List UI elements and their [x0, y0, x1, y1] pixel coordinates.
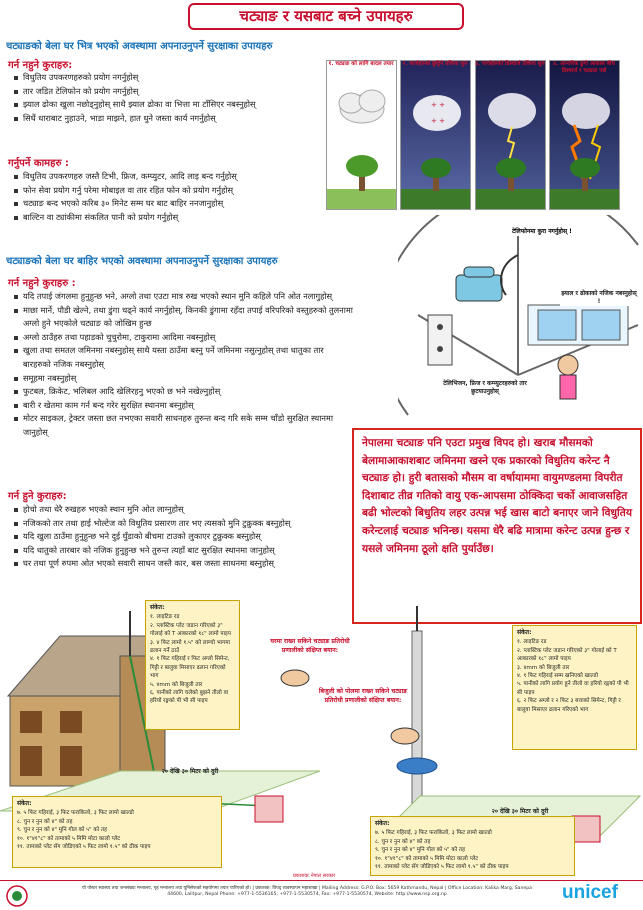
outdoor-donts-list — [14, 290, 354, 440]
house-base-legend-title: संकेत: — [17, 800, 32, 807]
house-legend-title: संकेत: — [150, 604, 165, 611]
indoor-donts-list — [14, 71, 344, 125]
legend-item: २. प्लास्टिक प्लेट जडान गरिएको ३" गोलाई को T आकारको १८" लामो पाइप — [150, 622, 231, 638]
legend-item: ७. ५ फिट गहिराई, ३ फिट फराकिलो, ३ फिट लामो खाल्डो — [17, 810, 134, 817]
stage-3-caption: ३. चार्जहरुको डिस्चार्ज प्रकिया शुरु — [475, 61, 545, 67]
legend-item: ५. ४mm को बिजुली तार — [150, 681, 203, 688]
house-legend — [145, 600, 240, 730]
stage-4-caption: ४. आन्तरिक ढुंगो आकाश बीच डिस्चार्ज र चट्याङ पर्छ — [553, 61, 615, 74]
legend-item: २. प्लास्टिक प्लेट जडान गरिएको ३" गोलाई को T आकारको १८" लामो पाइप — [517, 647, 617, 663]
list-item: होचो तथा धेरै रुखहरु भएको स्थान मुनि ओत लाग्नुहोस् — [14, 503, 354, 517]
legend-item: ८. चुन र नुन को ४" को तह — [17, 818, 73, 825]
lightning-illustration — [476, 61, 546, 210]
outdoor-donts-title: गर्न नहुने कुराहरु : — [8, 278, 76, 289]
storm-stage-1-panel — [326, 60, 397, 210]
stage-1-caption: १. चट्याङ को लागि बादल तयार — [328, 61, 394, 67]
storm-stage-2-panel — [400, 60, 471, 210]
indoor-heading: चट्याङको बेला घर भित्र भएको अवस्थामा अपनाउनुपर्ने सुरक्षाका उपायहरु — [6, 38, 346, 52]
legend-item: ४. १ फिट गहिराई सम्म खनिएको खाल्डो — [517, 673, 598, 680]
legend-item: ९. चुन र नुन को ४" मुनि गोल को ५" को तह — [375, 847, 466, 854]
house-distance-label: २० देखि ३० मिटर को दुरी — [161, 768, 219, 775]
house-base-legend — [12, 796, 222, 868]
legend-item: ११. तामाको प्लेट सँग जोडिएको ५ फिट लामो १.५" को ठीक पाइप — [375, 864, 509, 871]
list-item: झ्याल ढोका खुला नछोड्नुहोस् साथै झ्याल ढोका वा भित्ता मा टाँसिएर नबस्नुहोस् — [14, 98, 344, 112]
government-emblem-icon — [6, 885, 28, 907]
outdoor-dos-list — [14, 503, 354, 571]
list-item: मोटर साइकल, ट्रेक्टर जस्ता छत नभएका सवारी साधनहरु तुरुन्त बन्द गरि सके सम्म चाँडो सुरक्षित स्थानमा जानुहोस् — [14, 412, 354, 439]
list-item: विधुतिय उपकरणहरु जस्तै टिभी, फ्रिज, कम्प्युटर, आदि लाइ बन्द गर्नुहोस् — [14, 170, 344, 184]
indoor-donts-title: गर्न नहुने कुराहरु: — [8, 60, 73, 71]
storm-cloud-illustration — [401, 61, 471, 210]
legend-item: ८. चुन र नुन को ४" को तह — [375, 838, 431, 845]
pole-base-legend — [370, 816, 575, 876]
legend-item: १. लाइटिङ रड — [517, 639, 547, 646]
legend-item: ४. १ फिट गहिराई र फिट अग्लो सिमेन्ट, गिट्टी र बालुवा मिसाएर ढलान गरिएको भाग — [150, 656, 230, 680]
pole-distance-label: २० देखि ३० मिटर को दुरी — [491, 808, 549, 815]
storm-stage-4-panel — [549, 60, 620, 210]
list-item: यदि धातुको तारबार को नजिक हुनुहुन्छ भने तुरुन्त त्यहाँ बाट सुरक्षित स्थानमा जानुहोस् — [14, 544, 354, 558]
pole-system-caption: बिजुली को पोलमा राख्न सकिने चट्याङ प्रतिरोधी प्रणालीको संक्षिप्त बयान: — [318, 688, 408, 704]
pole-legend — [512, 625, 637, 750]
legend-item: ५. पानीको लागि प्रयोग हुने तीलो वा हरियो रङ्गको पी भी सी पाइप — [517, 681, 629, 696]
publisher-label: प्रकाशकः नेपाल सरकार — [290, 873, 338, 879]
stage-2-caption: २. चार्जहरुको छुट्टिने प्रकिया शुरु — [402, 61, 468, 67]
legend-item: ७. ५ फिट गहिराई, ३ फिट फराकिलो, ३ फिट लामो खाल्डो — [375, 830, 492, 837]
list-item: अग्लो ठाउँहरु तथा पहाडको चुचुरोमा, टाकुरामा आदिमा नबस्नुहोस् — [14, 331, 354, 345]
legend-item: १०. १"४१"८" को तामाको ५ मिमि मोटा कालो प्लेट — [17, 835, 121, 842]
list-item: तार जडित टेलिफोन को प्रयोग नगर्नुहोस् — [14, 85, 344, 99]
legend-item: ३. ४ फिट लामो १.५" को लाम्चो भागमा ढलान गर्ने ठाउँ — [150, 639, 231, 655]
svg-text:+ +: + + — [431, 117, 445, 125]
list-item: सिधैं धाराबाट नुहाउने, भाडा माझने, हात धुने जस्ता कार्य नगर्नुहोस् — [14, 112, 344, 126]
legend-item: १०. १"४१"८" को तामाको ५ मिमि मोटा कालो प्लेट — [375, 855, 479, 862]
list-item: नजिकको तार तथा हाई भोल्टेज को विधुतिय प्रसारण तार भए त्यसको मुनि टुक्रुक्क बस्नुहोस् — [14, 517, 354, 531]
list-item: विधुतिय उपकरणहरुको प्रयोग नगर्नुहोस् — [14, 71, 344, 85]
list-item: माछा मार्ने, पौडी खेल्ने, तथा डुंगा चढ्ने कार्य नगर्नुहोस्, किनकी डुंगामा रहँदा तपाई वरिपरिको वस्तुहरुको तुलनामा अग्लो हुने भएकोले चट्याङ को जोखिम हुन्छ — [14, 304, 354, 331]
list-item: फोन सेवा प्रयोग गर्नु परेमा मोबाइल वा तार रहित फोन को प्रयोग गर्नुहोस् — [14, 184, 344, 198]
list-item: बाल्टिन वा ट्यांकीमा संकलित पानी को प्रयोग गर्नुहोस् — [14, 211, 344, 225]
list-item: घर तथा पूर्ण रुपमा ओत भएको सवारी साधन जस्तै कार, बस जस्ता साधनमा बस्नुहोस् — [14, 557, 354, 571]
outdoor-heading: चट्याङको बेला घर बाहिर भएको अवस्थामा अपनाउनुपर्ने सुरक्षाका उपायहरु — [6, 253, 346, 267]
house-system-caption: घरमा राख्न सकिने चट्याङ प्रतिरोधी प्रणालीको संक्षिप्त बयान: — [270, 638, 350, 654]
window-warning-label: झ्याल र ढोकाको नजिक नबस्नुहोस् ! — [561, 290, 637, 305]
list-item: समूहमा नबस्नुहोस् — [14, 372, 354, 386]
legend-item: ११. तामाको प्लेट सँग जोडिएको ५ फिट लामो १.५" को ठीक पाइप — [17, 844, 151, 851]
list-item: खुला तथा समतल जमिनमा नबस्नुहोस् साथै यस्ता ठाउँमा बस्नु पर्ने जमिनमा नसुत्नुहोस् तथा धातुका तार बारहरुको नजिक नबस्नुहोस् — [14, 344, 354, 371]
svg-text:+ +: + + — [431, 101, 445, 109]
lightning-strike-illustration — [550, 61, 620, 210]
storm-stage-3-panel — [475, 60, 546, 210]
pole-base-legend-title: संकेत: — [375, 820, 390, 827]
footer-text: यो पोस्टर स्वास्थ्य तथा जनसंख्या मन्त्रालय, गृह मन्त्रालय तथा यूनिसेफको सहयोगमा तयार पारिएको हो। | प्रकाशक: विपद् व्यवस्थापन महाशाखा | Mailing Address: G.P.O. Box: 5659 Kathmandu, Nepal | Office Location: Kalika Marg, Sanepa 44600, Lalitpur, Nepal Phone: +977-1-5536165, +977-1-5530574, Fax: +977-1-5530574, Website: http://www.nsp.org.np — [82, 886, 532, 898]
cloud-tree-illustration — [327, 61, 397, 210]
lightning-definition-box: नेपालमा चट्याङ पनि एउटा प्रमुख विपद हो। खराब मौसमको बेलामाआकाशबाट जमिनमा खस्ने एक प्रकारको विधुतिय करेन्ट नै चट्याङ हो। हुरी बतासको मौसम वा वर्षायाममा वायुमण्डलमा विपरीत दिशाबाट तीव्र गतिको वायु एक-आपसमा ठोक्किदा चर्को आवाजसहित बढी भोल्टको बिधुतिय लहर उत्पन्न भई खास बाटो बनाएर जाने विधुतिय करेन्टलाई चट्याङ भनिन्छ। यसमा धेरै बढि मात्रामा करेन्ट उत्पन्न हुन्छ र यसले जमिनमा ठूलो क्षति पुर्याउँछ। — [352, 428, 642, 624]
indoor-dos-title: गर्नुपर्ने कामहरु : — [8, 158, 69, 169]
unicef-logo: unicef — [562, 882, 618, 903]
list-item: यदि तपाई जंगलमा हुनुहुन्छ भने, अग्लो तथा एउटा मात्र रुख भएको स्थान मुनि कहिले पनि ओत नलागुहोस् — [14, 290, 354, 304]
legend-item: ६. २ फिट अग्लो र २ फिट ३ बत्ताको सिमेन्ट, गिट्टी र बालुवा मिसाएर ढलान गरिएको भाग — [517, 698, 621, 713]
legend-item: १. लाइटिङ रड — [150, 614, 180, 621]
tv-warning-label: टेलिभिजन, फ्रिज र कम्प्युटरहरुको तार छुटयाउनुहोस् — [440, 380, 530, 396]
list-item: बारी र खेतमा काम गर्न बन्द गरेर सुरक्षित स्थानमा बस्नुहोस् — [14, 399, 354, 413]
footer — [0, 873, 643, 910]
pole-legend-title: संकेत: — [517, 629, 532, 636]
legend-item: ३. ४mm को बिजुली तार — [517, 664, 570, 671]
phone-warning-label: टेलिफोनमा कुरा नगर्नुहोस् ! — [482, 228, 602, 236]
indoor-dos-list — [14, 170, 344, 224]
list-item: फुटबल, क्रिकेट, भलिबल आदि खेलिरहनु भएको छ भने नखेल्नुहोस् — [14, 385, 354, 399]
legend-item: ९. चुन र नुन को ४" मुनि गोल को ५" को तह — [17, 827, 108, 834]
list-item: यदि खुला ठाउँमा हुनुहुन्छ भने दुई घुँडाको बीचमा टाउको लुकाएर टुक्रुक्क बस्नुहोस् — [14, 530, 354, 544]
outdoor-dos-title: गर्न हुने कुराहरु: — [8, 491, 67, 502]
list-item: चट्याङ बन्द भएको करिब ३० मिनेट सम्म घर बाट बाहिर ननजानुहोस् — [14, 197, 344, 211]
page-title: चट्याङ र यसबाट बच्ने उपायहरु — [188, 3, 464, 30]
legend-item: ६. पानीको लागि चलेको बुझने तीलो वा हरियो रङ्गको पी भी सी पाइप — [150, 690, 229, 705]
